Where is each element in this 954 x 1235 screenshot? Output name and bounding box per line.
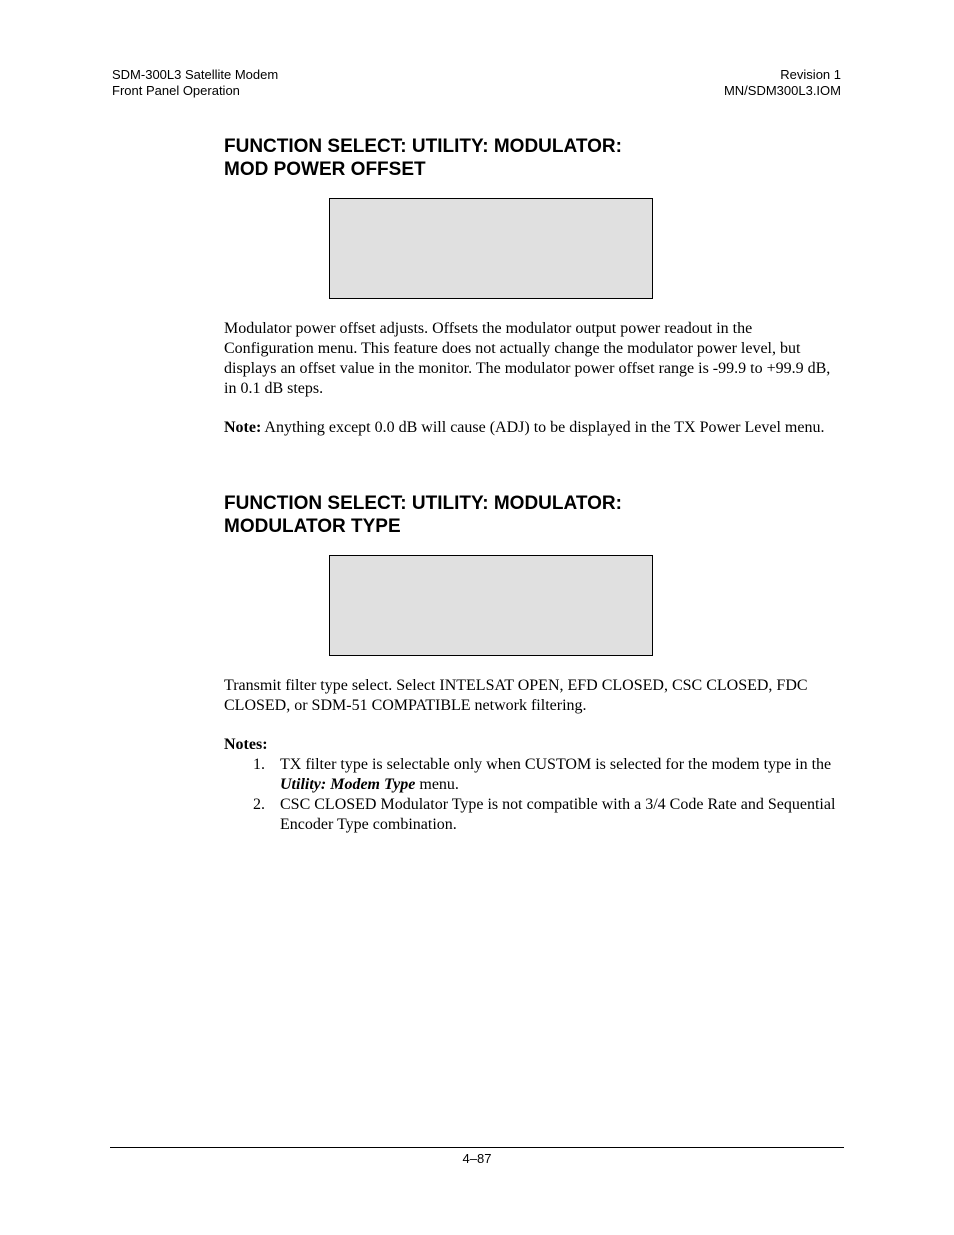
section-title: FUNCTION SELECT: UTILITY: MODULATOR: MOD POWER OFFSET [224, 136, 622, 180]
front-panel-display [329, 555, 653, 656]
notes-list [224, 755, 844, 835]
section2-notes [224, 735, 844, 835]
section1-note [224, 418, 844, 438]
header-left [112, 67, 278, 99]
section2-text [224, 676, 844, 716]
section1-text [224, 319, 844, 399]
notes-label: Notes: [224, 736, 268, 753]
doc-revision: Revision 1 [780, 67, 841, 82]
page-number: 4–87 [462, 1151, 492, 1166]
section-modulator-type [224, 492, 844, 538]
display-box-wrapper [224, 555, 844, 656]
note-paragraph [224, 418, 844, 438]
doc-number: MN/SDM300L3.IOM [723, 83, 841, 98]
section1-body: Modulator power offset adjusts. Offsets the modulator output power readout in the Configuration menu. This feature does not actually change the modulator power level, but displays an offset value in the monitor. The modulator power offset range is -99.9 to +99.9 dB, in 0.1 dB steps. [224, 320, 831, 397]
header-right [724, 67, 841, 99]
front-panel-display [329, 198, 653, 299]
display-box-wrapper [224, 198, 844, 299]
list-item: 1. TX filter type is selectable only when CUSTOM is selected for the modem type in the Utility: Modem Type menu. [253, 756, 832, 793]
doc-section: Front Panel Operation [112, 83, 240, 98]
section-title: FUNCTION SELECT: UTILITY: MODULATOR: MODULATOR TYPE [224, 493, 622, 537]
list-item: 2. CSC CLOSED Modulator Type is not compatible with a 3/4 Code Rate and Sequential Encoder Type combination. [253, 796, 836, 833]
doc-title: SDM-300L3 Satellite Modem [112, 67, 279, 82]
menu-reference: Utility: Modem Type [280, 776, 416, 793]
section-mod-power-offset [224, 135, 844, 181]
note-label: Note: [224, 419, 262, 436]
section2-body: Transmit filter type select. Select INTELSAT OPEN, EFD CLOSED, CSC CLOSED, FDC CLOSED, or SDM-51 COMPATIBLE network filtering. [224, 677, 808, 714]
note-text: Anything except 0.0 dB will cause (ADJ) to be displayed in the TX Power Level menu. [261, 419, 825, 436]
footer-divider [110, 1147, 844, 1148]
